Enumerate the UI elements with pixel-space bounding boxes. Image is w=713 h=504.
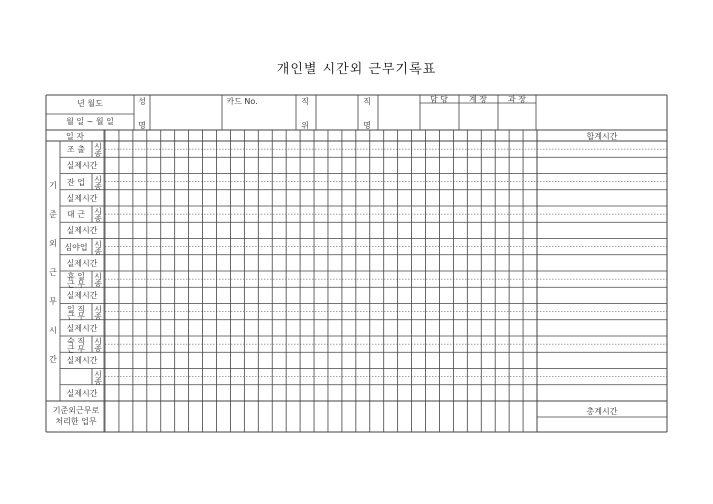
actual-time-label: 실제시간	[66, 356, 98, 366]
actual-time-label: 실제시간	[66, 258, 98, 268]
start-label: 시	[94, 272, 102, 281]
end-label: 종	[94, 311, 102, 321]
end-label: 종	[94, 279, 102, 289]
start-label: 시	[94, 142, 102, 151]
footer-work-label: 기준외근무로	[52, 406, 100, 415]
date-column-label: 일 자	[66, 132, 84, 141]
job-label-top: 직	[363, 97, 371, 106]
end-label: 종	[94, 149, 102, 159]
work-type-label: 대 근	[67, 210, 85, 220]
work-type-label: 조 출	[67, 145, 85, 155]
work-type-label: 숙 직	[67, 337, 85, 346]
start-label: 시	[94, 369, 102, 379]
total-column-label: 합계시간	[586, 132, 618, 141]
actual-time-label: 실제시간	[66, 161, 98, 171]
year-month-label: 년 월도	[77, 99, 103, 108]
name-label-top: 성	[138, 97, 146, 106]
job-label-bottom: 명	[363, 121, 371, 130]
actual-time-label: 실제시간	[66, 291, 98, 301]
approval-label-0: 담 당	[430, 95, 448, 104]
rank-label-bottom: 위	[301, 121, 309, 130]
actual-time-label: 실제시간	[66, 323, 98, 333]
approval-label-2: 과 장	[508, 95, 526, 104]
work-type-label: 휴 일	[67, 272, 85, 281]
start-label: 시	[94, 174, 102, 184]
side-label-char: 준	[49, 210, 57, 219]
rank-label-top: 직	[301, 97, 309, 106]
footer-work-label: 처리한 업무	[55, 417, 97, 426]
end-label: 종	[94, 246, 102, 256]
start-label: 시	[94, 337, 102, 346]
document-title: 개인별 시간외 근무기록표	[276, 62, 437, 77]
start-label: 시	[94, 207, 102, 216]
end-label: 종	[94, 376, 102, 386]
side-label-char: 외	[49, 239, 57, 248]
name-label-bottom: 명	[138, 121, 146, 130]
work-type-label: 근 무	[67, 344, 85, 354]
grand-total-label: 총계시간	[586, 407, 618, 416]
work-type-label: 근 무	[67, 279, 85, 289]
end-label: 종	[94, 214, 102, 224]
work-type-label: 근 무	[67, 312, 85, 321]
end-label: 종	[94, 344, 102, 354]
actual-time-label: 실제시간	[66, 388, 98, 398]
work-type-label: 잔 업	[67, 177, 85, 187]
approval-label-1: 계 장	[469, 95, 487, 104]
actual-time-label: 실제시간	[66, 226, 98, 236]
actual-time-label: 실제시간	[66, 193, 98, 203]
start-label: 시	[94, 304, 102, 314]
side-label-char: 근	[49, 268, 57, 277]
start-label: 시	[94, 239, 102, 249]
work-type-label: 일 직	[67, 304, 85, 314]
card-no-label: 카드 No.	[226, 97, 258, 106]
side-label-char: 기	[49, 181, 57, 190]
end-label: 종	[94, 181, 102, 191]
side-label-char: 간	[49, 355, 57, 364]
side-label-char: 무	[49, 297, 57, 306]
work-type-label: 심야업	[64, 242, 88, 252]
date-range-label: 월 일 ~ 월 일	[66, 117, 114, 126]
side-label-char: 시	[49, 326, 57, 335]
